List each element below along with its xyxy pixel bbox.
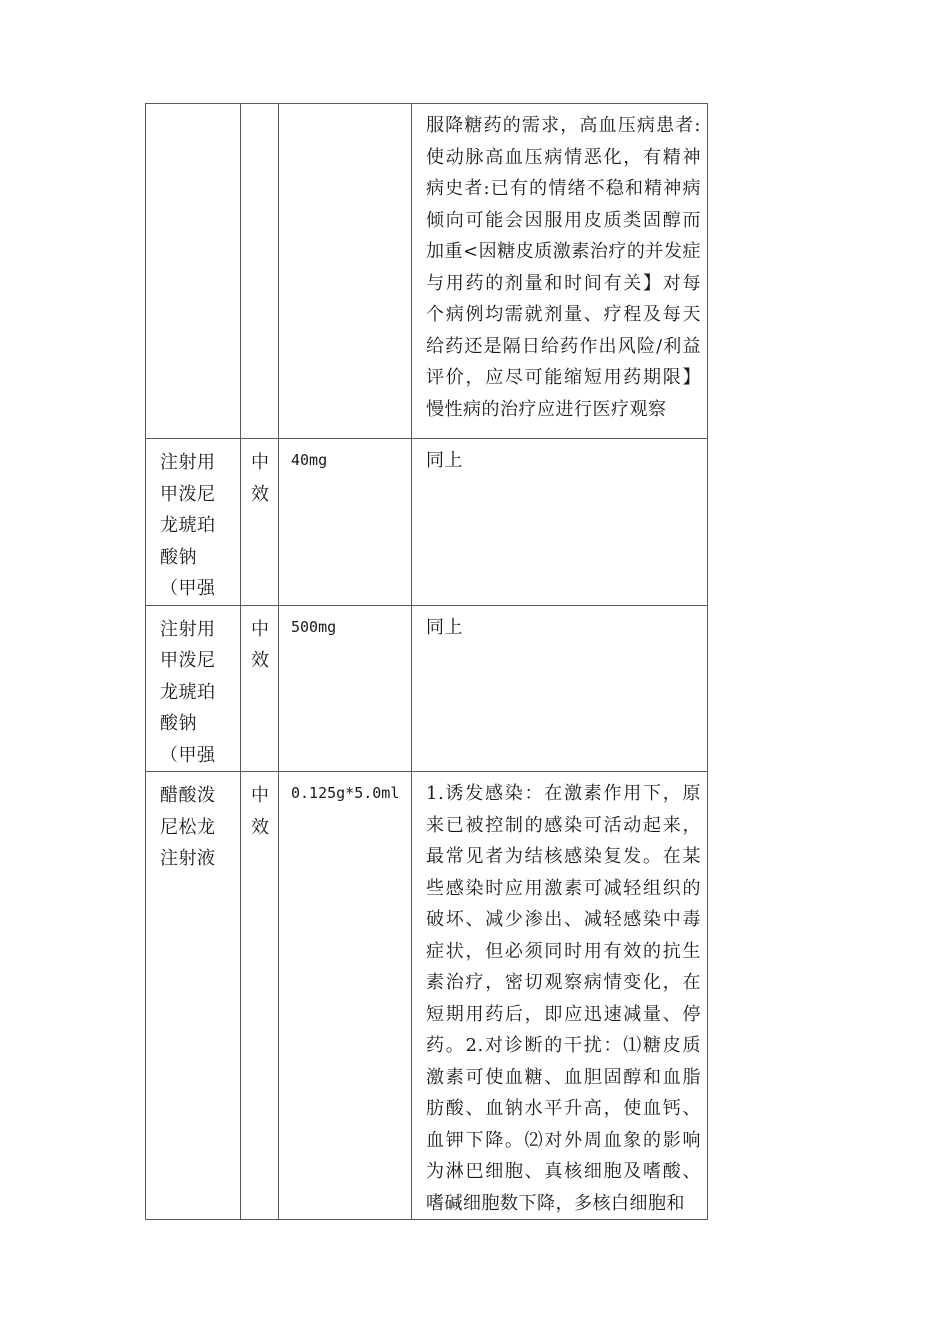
efficacy-cell (241, 439, 279, 606)
specification: 0.125g*5.0ml (291, 784, 400, 802)
precaution-text: 1.诱发感染：在激素作用下，原来已被控制的感染可活动起来，最常见者为结核感染复发。在某些感染时应用激素可减轻组织的破坏、减少渗出、减轻感染中毒症状，但必须同时用有效的抗生素治疗，密切观察病情变化，在短期用药后，即应迅速减量、停药。2.对诊断的干扰：⑴糖皮质激素可使血糖、血胆固醇和血脂肪酸、血钠水平升高，使血钙、血钾下降。⑵对外周血象的影响为淋巴细胞、真核细胞及嗜酸、嗜碱细胞数下降，多核白细胞和 (426, 783, 701, 1214)
efficacy-cell (241, 772, 279, 1220)
drug-name-cell (146, 439, 241, 606)
efficacy: 中 效 (251, 452, 270, 505)
table-row (146, 439, 708, 606)
drug-name: 注射用 甲泼尼 龙琥珀 酸钠 （甲强 (160, 618, 216, 766)
specification (279, 104, 411, 114)
efficacy-cell (241, 104, 279, 439)
note-cell (412, 104, 708, 439)
efficacy: 中 效 (251, 785, 270, 838)
precaution-text: 同上 (426, 616, 463, 638)
precaution-text: 同上 (426, 450, 463, 471)
drug-name-cell (146, 605, 241, 772)
specification: 500mg (291, 617, 337, 636)
drug-name: 醋酸泼 尼松龙 注射液 (160, 785, 216, 869)
note-cell (412, 605, 708, 772)
spec-cell (279, 605, 412, 772)
drug-name-cell (146, 772, 241, 1220)
efficacy-cell (241, 605, 279, 772)
note-cell (412, 439, 708, 606)
efficacy (241, 104, 278, 112)
specification: 40mg (291, 451, 328, 469)
table-row (146, 104, 708, 439)
drug-table (145, 103, 708, 1220)
spec-cell (279, 104, 412, 439)
table-row (146, 772, 708, 1220)
precaution-text: 服降糖药的需求，高血压病患者:使动脉高血压病情恶化，有精神病史者:已有的情绪不稳和精神病倾向可能会因服用皮质类固醇而加重<因糖皮质激素治疗的并发症与用药的剂量和时间有关】对每个病例均需就剂量、疗程及每天给药还是隔日给药作出风险/利益评价，应尽可能缩短用药期限】慢性病的治疗应进行医疗观察 (426, 115, 701, 420)
note-cell (412, 772, 708, 1220)
drug-name (146, 104, 240, 112)
drug-name-cell (146, 104, 241, 439)
spec-cell (279, 439, 412, 606)
drug-name: 注射用 甲泼尼 龙琥珀 酸钠 （甲强 (160, 452, 216, 599)
spec-cell (279, 772, 412, 1220)
efficacy: 中 效 (251, 618, 270, 671)
table-row (146, 605, 708, 772)
